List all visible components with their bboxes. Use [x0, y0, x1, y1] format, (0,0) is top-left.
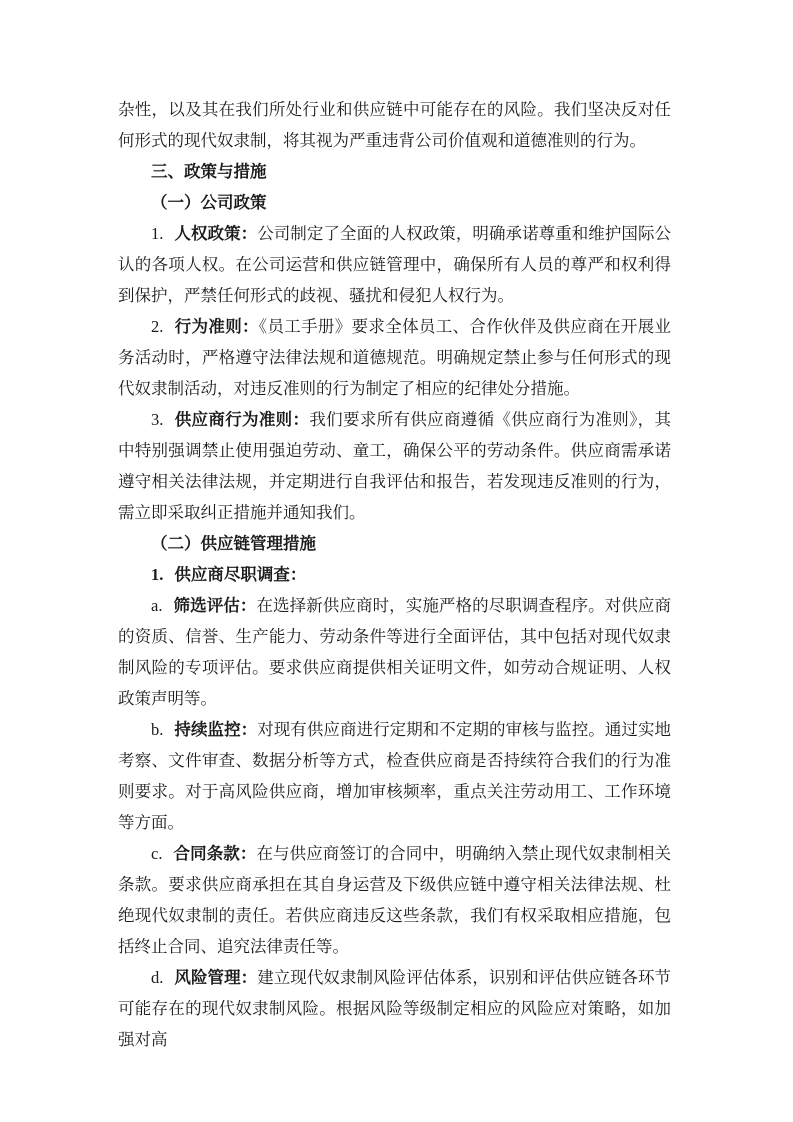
item-marker: b.: [151, 720, 164, 739]
heading-text: （一）公司政策: [151, 193, 267, 212]
heading-text: （二）供应链管理措施: [151, 534, 316, 553]
item-label: 合同条款：: [173, 844, 257, 863]
item-continuous-monitoring: [118, 714, 671, 838]
paragraph-text: 杂性，以及其在我们所处行业和供应链中可能存在的风险。我们坚决反对任何形式的现代奴隶制，将其视为严重违背公司价值观和道德准则的行为。: [118, 100, 671, 150]
item-label: 供应商行为准则：: [174, 410, 310, 429]
sub-heading-company-policy: [118, 187, 671, 218]
item-supplier-code-of-conduct: [118, 404, 671, 528]
item-text: 建立现代奴隶制风险评估体系，识别和评估供应链各环节可能存在的现代奴隶制风险。根据风险等级制定相应的风险应对策略，如加强对高: [118, 968, 672, 1049]
item-text: 在与供应商签订的合同中，明确纳入禁止现代奴隶制相关条款。要求供应商承担在其自身运营及下级供应链中遵守相关法律法规、杜绝现代奴隶制的责任。若供应商违反这些条款，我们有权采取相应措施，包括终止合同、追究法律责任等。: [118, 844, 672, 956]
item-risk-management: [118, 962, 671, 1055]
sub-heading-supply-chain-management: [118, 528, 671, 559]
item-marker: 1.: [151, 565, 164, 584]
item-marker: 3.: [151, 410, 164, 429]
item-text: 对现有供应商进行定期和不定期的审核与监控。通过实地考察、文件审查、数据分析等方式，检查供应商是否持续符合我们的行为准则要求。对于高风险供应商，增加审核频率，重点关注劳动用工、工作环境等方面。: [118, 720, 672, 832]
item-marker: 1.: [151, 224, 164, 243]
item-label: 供应商尽职调查：: [174, 565, 307, 584]
item-code-of-conduct: [118, 311, 671, 404]
item-text: 《员工手册》要求全体员工、合作伙伴及供应商在开展业务活动时，严格遵守法律法规和道德规范。明确规定禁止参与任何形式的现代奴隶制活动，对违反准则的行为制定了相应的纪律处分措施。: [118, 317, 672, 398]
item-marker: 2.: [151, 317, 164, 336]
item-text: 我们要求所有供应商遵循《供应商行为准则》，其中特别强调禁止使用强迫劳动、童工，确保公平的劳动条件。供应商需承诺遵守相关法律法规，并定期进行自我评估和报告，若发现违反准则的行为，需立即采取纠正措施并通知我们。: [118, 410, 672, 522]
paragraph-continuation: [118, 94, 671, 156]
item-text: 公司制定了全面的人权政策，明确承诺尊重和维护国际公认的各项人权。在公司运营和供应链管理中，确保所有人员的尊严和权利得到保护，严禁任何形式的歧视、骚扰和侵犯人权行为。: [118, 224, 672, 305]
item-label: 持续监控：: [174, 720, 258, 739]
item-marker: c.: [151, 844, 163, 863]
item-text: 在选择新供应商时，实施严格的尽职调查程序。对供应商的资质、信誉、生产能力、劳动条件等进行全面评估，其中包括对现代奴隶制风险的专项评估。要求供应商提供相关证明文件，如劳动合规证明、人权政策声明等。: [118, 596, 672, 708]
heading-supplier-due-diligence: [118, 559, 671, 590]
item-label: 筛选评估：: [173, 596, 257, 615]
item-screening-assessment: [118, 590, 671, 714]
item-contract-terms: [118, 838, 671, 962]
heading-text: 三、政策与措施: [151, 162, 267, 181]
item-marker: d.: [151, 968, 164, 987]
item-human-rights-policy: [118, 218, 671, 311]
item-marker: a.: [151, 596, 163, 615]
item-label: 人权政策：: [174, 224, 258, 243]
document-text-block: [118, 94, 671, 1055]
item-label: 风险管理：: [174, 968, 258, 987]
item-label: 行为准则：: [174, 317, 259, 336]
section-heading-policies-measures: [118, 156, 671, 187]
